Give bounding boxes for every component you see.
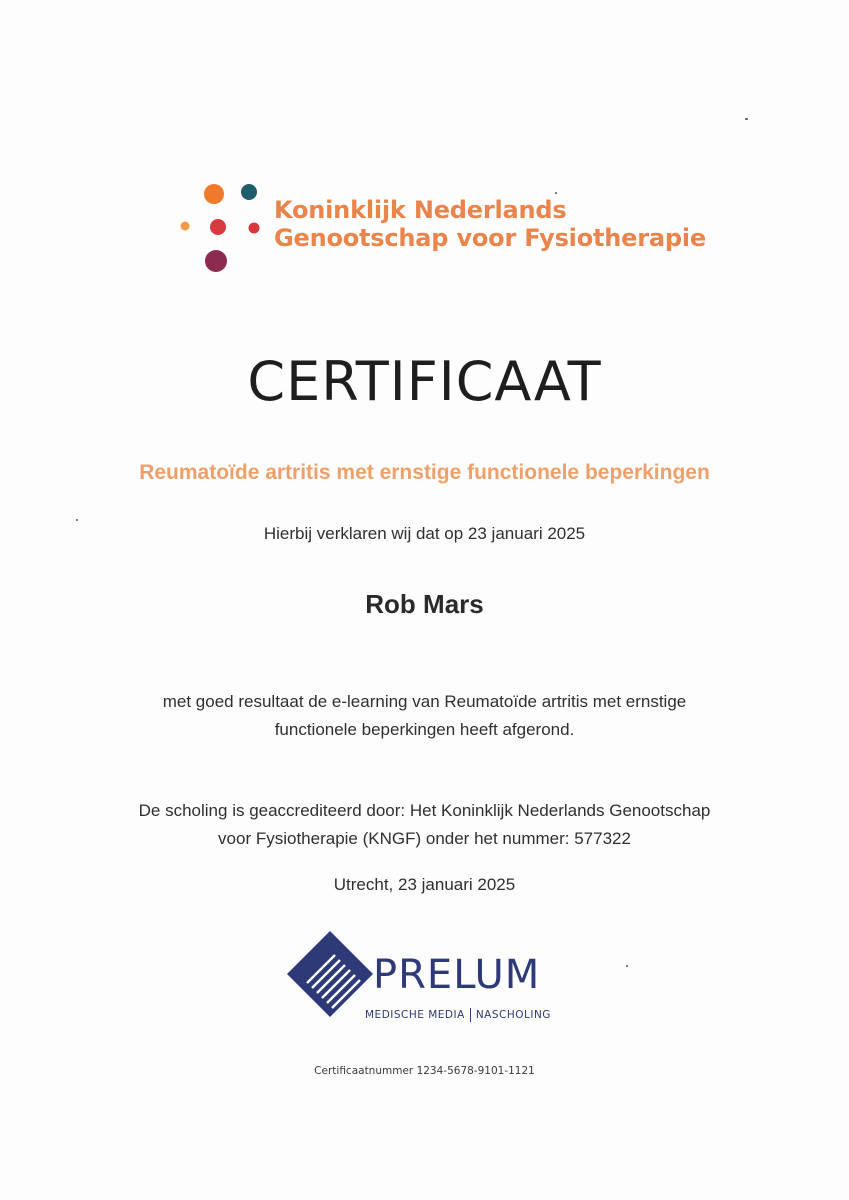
kngf-dots-icon: [178, 180, 268, 275]
scan-speck: [555, 192, 557, 194]
prelum-logo: [285, 928, 585, 1028]
kngf-logo: [178, 180, 706, 280]
recipient-name: Rob Mars: [365, 589, 484, 619]
prelum-tagline-right: NASCHOLING: [475, 1009, 551, 1021]
course-title: Reumatoïde artritis met ernstige functionele beperkingen: [139, 461, 710, 484]
scan-speck: [745, 118, 748, 120]
kngf-name-line2: Genootschap voor Fysiotherapie: [274, 224, 706, 252]
prelum-tagline: [365, 1008, 551, 1022]
declaration-text: Hierbij verklaren wij dat op 23 januari 2025: [263, 524, 586, 543]
completion-line-1: met goed resultaat de e-learning van Reumatoïde artritis met ernstige: [162, 692, 687, 711]
certificate-number: Certificaatnummer 1234-5678-9101-1121: [314, 1065, 535, 1077]
completion-text: [0, 688, 849, 744]
prelum-wordmark: PRELUM: [373, 952, 541, 998]
completion-line-2: functionele beperkingen heeft afgerond.: [274, 720, 575, 739]
accreditation-line-2: voor Fysiotherapie (KNGF) onder het nummer: 577322: [218, 829, 631, 848]
place-date: Utrecht, 23 januari 2025: [333, 875, 516, 894]
accreditation-text: [0, 797, 849, 853]
tagline-divider: [470, 1008, 471, 1022]
scan-speck: [626, 965, 628, 967]
accreditation-line-1: De scholing is geaccrediteerd door: Het Koninklijk Nederlands Genootschap: [138, 801, 711, 820]
kngf-name: [274, 196, 706, 252]
scan-speck: [76, 519, 78, 521]
prelum-diamond-icon: [285, 928, 375, 1028]
certificate-title: CERTIFICAAT: [247, 350, 602, 413]
kngf-name-line1: Koninklijk Nederlands: [274, 196, 567, 224]
prelum-tagline-left: MEDISCHE MEDIA: [365, 1009, 465, 1021]
